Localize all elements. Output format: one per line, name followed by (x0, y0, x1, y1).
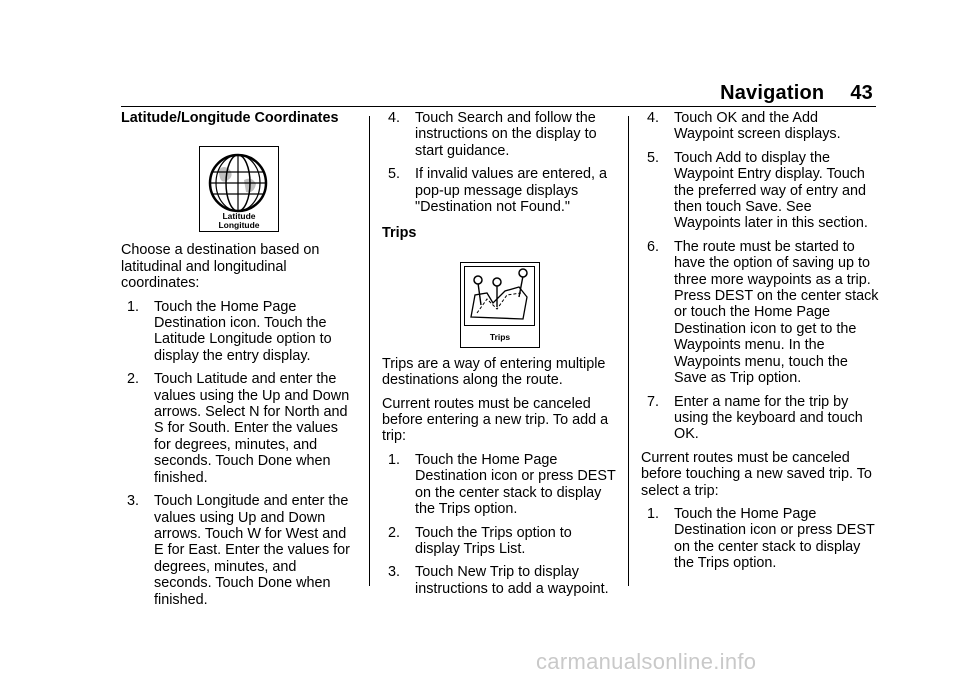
column-3 (641, 110, 881, 579)
step-text: Touch New Trip to display instructions to add a waypoint. (415, 564, 609, 597)
step-number: 4. (647, 110, 660, 126)
watermark: carmanualsonline.info (536, 649, 757, 674)
globe-icon (200, 150, 277, 214)
step-number: 5. (647, 149, 660, 166)
list-item (641, 110, 881, 143)
step-number: 1. (127, 298, 140, 315)
list-item (121, 493, 357, 608)
section-title: Navigation (720, 82, 825, 104)
step-text: Touch OK and the Add Waypoint screen displays. (674, 110, 841, 143)
step-text: Touch the Home Page Destination icon. Touch the Latitude Longitude option to display the entry display. (154, 298, 332, 364)
list-item (641, 506, 881, 572)
page-number: 43 (850, 82, 873, 104)
list-item (641, 394, 881, 443)
list-item (382, 110, 618, 159)
step-number: 2. (388, 524, 401, 541)
column-divider-1 (369, 116, 370, 586)
step-number: 2. (127, 371, 140, 388)
step-number: 5. (388, 166, 401, 183)
page-header (720, 82, 873, 105)
step-text: Touch the Home Page Destination icon or press DEST on the center stack to display the Trips option. (674, 505, 875, 572)
trips-figure (460, 262, 540, 348)
trips-para-1: Trips are a way of entering multiple destinations along the route. (382, 355, 606, 389)
step-number: 1. (388, 451, 401, 468)
figure-caption-longitude: Longitude (218, 220, 260, 231)
step-text: Touch the Home Page Destination icon or press DEST on the center stack to display the Trips option. (415, 451, 616, 518)
step-text: The route must be started to have the option of saving up to three more waypoints as a trip. Press DEST on the center stack or touch the Home Page Destination icon to get to the Waypoints menu. In the Waypoints menu, touch the Save as Trip option. (674, 238, 879, 387)
trips-map-icon (461, 263, 538, 327)
step-number: 1. (647, 505, 660, 522)
header-rule (121, 106, 876, 107)
trips-para-2: Current routes must be canceled before entering a new trip. To add a trip: (382, 395, 609, 445)
figure-caption-trips: Trips (489, 331, 511, 342)
step-text: Touch Add to display the Waypoint Entry display. Touch the preferred way of entry and then touch Save. See Waypoints later in this section. (674, 149, 868, 232)
latitude-longitude-figure (199, 146, 279, 232)
column-divider-2 (628, 116, 629, 586)
figure-caption-latitude: Latitude (222, 211, 256, 222)
latlong-intro: Choose a destination based on latitudinal and longitudinal coordinates: (121, 242, 320, 292)
step-text: Touch Longitude and enter the values using Up and Down arrows. Touch W for West and E for East. Enter the values for degrees, minutes, and seconds. Touch Done when finished. (154, 493, 350, 608)
list-item (121, 371, 357, 486)
latlong-heading: Latitude/Longitude Coordinates (121, 110, 339, 126)
list-item (382, 452, 618, 518)
step-number: 3. (127, 493, 140, 510)
list-item (641, 150, 881, 232)
step-text: Touch the Trips option to display Trips List. (415, 524, 572, 557)
select-trip-para: Current routes must be canceled before touching a new saved trip. To select a trip: (641, 449, 872, 499)
step-number: 3. (388, 564, 401, 581)
step-text: Touch Latitude and enter the values using the Up and Down arrows. Select N for North and S for South. Enter the values for degrees, minutes, and seconds. Touch Done when finished. (154, 371, 350, 486)
step-text: If invalid values are entered, a pop-up message displays "Destination not Found." (415, 166, 607, 216)
list-item (641, 239, 881, 387)
step-text: Touch Search and follow the instructions on the display to start guidance. (415, 110, 597, 159)
step-number: 6. (647, 238, 660, 255)
trips-heading: Trips (382, 225, 417, 242)
column-1 (121, 110, 357, 615)
list-item (382, 525, 618, 558)
step-number: 4. (388, 110, 401, 126)
list-item (382, 166, 618, 215)
list-item (382, 564, 618, 597)
list-item (121, 299, 357, 365)
step-text: Enter a name for the trip by using the keyboard and touch OK. (674, 393, 863, 443)
column-2 (382, 110, 618, 604)
step-number: 7. (647, 393, 660, 410)
